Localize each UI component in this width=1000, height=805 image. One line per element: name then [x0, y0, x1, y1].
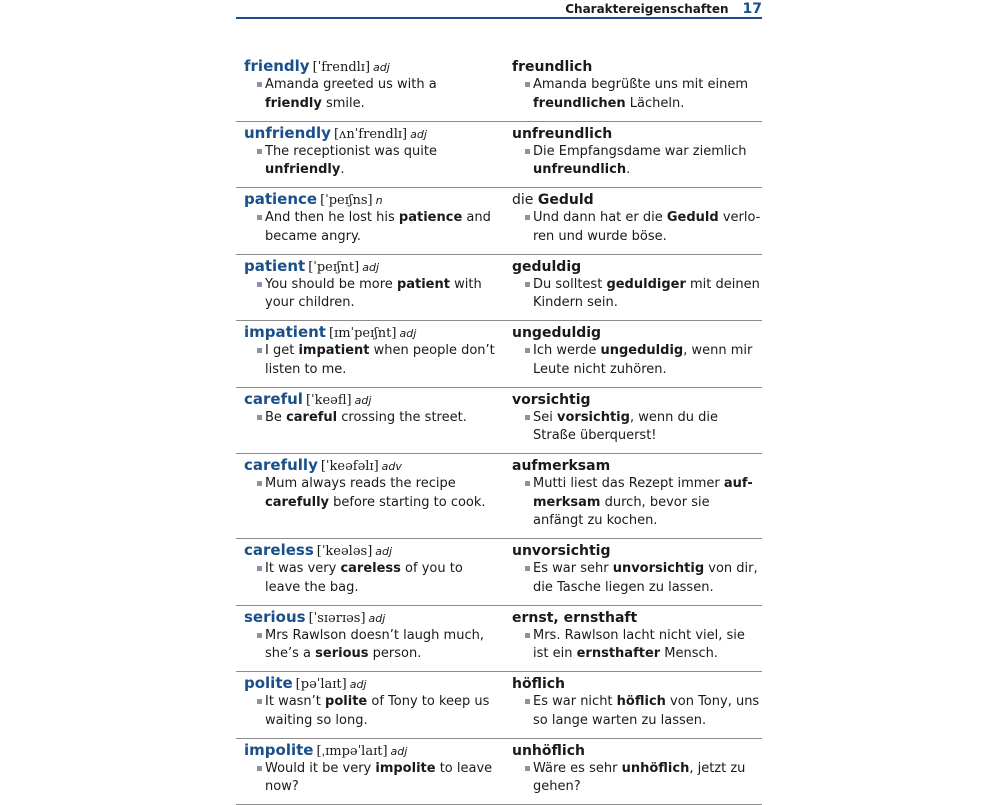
english-column: [236, 540, 496, 597]
example-text: Es war nicht: [533, 694, 617, 709]
german-example: [512, 209, 762, 246]
example-text: durch, bevor sie anfängt zu kochen.: [533, 495, 710, 529]
part-of-speech: adj: [355, 394, 372, 407]
part-of-speech: adj: [362, 261, 379, 274]
german-example: [512, 143, 762, 180]
translation: höflich: [512, 676, 565, 692]
headword-line: [244, 189, 496, 209]
pronunciation: [ˈfrendlɪ]: [313, 60, 370, 75]
entry-columns: [236, 188, 762, 246]
example-text: Du solltest: [533, 277, 606, 292]
headword: impatient: [244, 323, 326, 341]
highlighted-word: ernsthafter: [577, 646, 661, 661]
example-text: Mrs Rawlson doesn’t laugh much, she’s a: [265, 628, 484, 662]
translation-line: [512, 189, 762, 209]
bullet-icon: [525, 348, 530, 353]
headword-line: [244, 740, 496, 760]
headword-line: [244, 455, 496, 475]
highlighted-word: höflich: [617, 694, 666, 709]
pronunciation: [ˌɪmpəˈlaɪt]: [316, 744, 387, 759]
headword: careless: [244, 541, 314, 559]
headword: impolite: [244, 741, 313, 759]
german-column: [496, 189, 762, 246]
example-text: .: [340, 162, 344, 177]
example-text: and became angry.: [265, 210, 491, 244]
german-column: [496, 607, 762, 664]
bullet-icon: [525, 415, 530, 420]
part-of-speech: adj: [369, 612, 386, 625]
example-text: Mrs. Rawlson lacht nicht viel, sie ist ein: [533, 628, 745, 662]
english-column: [236, 455, 496, 531]
headword: careful: [244, 390, 303, 408]
translation-line: [512, 607, 762, 627]
example-text: Sei: [533, 410, 557, 425]
translation: unhöflich: [512, 743, 585, 759]
translation-line: [512, 740, 762, 760]
bullet-icon: [525, 82, 530, 87]
example-text: Wäre es sehr: [533, 761, 622, 776]
headword: friendly: [244, 57, 310, 75]
bullet-icon: [257, 699, 262, 704]
highlighted-word: unvorsichtig: [613, 561, 704, 576]
entry-columns: [236, 739, 762, 797]
headword: patient: [244, 257, 305, 275]
entry-careful: [236, 388, 762, 455]
bullet-icon: [257, 766, 262, 771]
translation: unfreundlich: [512, 126, 612, 142]
translation: ungeduldig: [512, 325, 601, 341]
english-example: [244, 276, 496, 313]
example-text: .: [626, 162, 630, 177]
translation: ernst: [512, 610, 553, 626]
german-column: [496, 740, 762, 797]
example-text: of you to leave the bag.: [265, 561, 463, 595]
english-example: [244, 209, 496, 246]
highlighted-word: unfreundlich: [533, 162, 626, 177]
headword-line: [244, 540, 496, 560]
german-example: [512, 475, 762, 531]
highlighted-word: impolite: [375, 761, 435, 776]
german-example: [512, 760, 762, 797]
headword-line: [244, 256, 496, 276]
example-text: You should be more: [265, 277, 397, 292]
german-column: [496, 322, 762, 379]
highlighted-word: unhöflich: [622, 761, 690, 776]
translation: freundlich: [512, 59, 592, 75]
pronunciation: [ˈsɪərɪəs]: [309, 611, 366, 626]
entry-patient: [236, 255, 762, 322]
highlighted-word: serious: [315, 646, 368, 661]
highlighted-word: polite: [325, 694, 367, 709]
part-of-speech: adv: [382, 460, 402, 473]
english-column: [236, 673, 496, 730]
english-column: [236, 56, 496, 113]
article: die: [512, 192, 538, 208]
bullet-icon: [257, 633, 262, 638]
german-example: [512, 409, 762, 446]
pronunciation: [ˈpeɪʃns]: [320, 193, 372, 208]
example-text: , jetzt zu gehen?: [533, 761, 745, 795]
highlighted-word: freundlichen: [533, 96, 626, 111]
entry-columns: [236, 255, 762, 313]
german-column: [496, 123, 762, 180]
example-text: person.: [369, 646, 422, 661]
entry-columns: [236, 606, 762, 664]
bullet-icon: [257, 149, 262, 154]
entry-patience: [236, 188, 762, 255]
example-text: , wenn mir Leute nicht zuhören.: [533, 343, 752, 377]
part-of-speech: adj: [399, 327, 416, 340]
english-column: [236, 322, 496, 379]
pronunciation: [ˈpeɪʃnt]: [308, 260, 359, 275]
highlighted-word: patience: [399, 210, 462, 225]
english-example: [244, 76, 496, 113]
highlighted-word: friendly: [265, 96, 322, 111]
highlighted-word: careful: [286, 410, 337, 425]
translation-line: [512, 123, 762, 143]
translation-line: [512, 540, 762, 560]
german-column: [496, 540, 762, 597]
english-column: [236, 256, 496, 313]
part-of-speech: adj: [391, 745, 408, 758]
entry-unfriendly: [236, 122, 762, 189]
english-example: [244, 760, 496, 797]
pronunciation: [pəˈlaɪt]: [296, 677, 347, 692]
german-example: [512, 693, 762, 730]
page-number: 17: [743, 1, 762, 17]
entry-friendly: [236, 55, 762, 122]
english-example: [244, 143, 496, 180]
example-text: , wenn du die Straße überquerst!: [533, 410, 718, 444]
entry-polite: [236, 672, 762, 739]
bullet-icon: [525, 149, 530, 154]
example-text: I get: [265, 343, 298, 358]
example-text: Would it be very: [265, 761, 375, 776]
part-of-speech: adj: [373, 61, 390, 74]
bullet-icon: [525, 766, 530, 771]
english-column: [236, 123, 496, 180]
translation-line: [512, 322, 762, 342]
german-column: [496, 256, 762, 313]
headword: patience: [244, 190, 317, 208]
highlighted-word: impatient: [298, 343, 369, 358]
example-text: Und dann hat er die: [533, 210, 667, 225]
example-text: Lächeln.: [626, 96, 685, 111]
english-column: [236, 740, 496, 797]
entry-carefully: [236, 454, 762, 539]
german-example: [512, 76, 762, 113]
german-example: [512, 627, 762, 664]
headword-line: [244, 673, 496, 693]
headword: serious: [244, 608, 306, 626]
translation-line: [512, 455, 762, 475]
part-of-speech: adj: [375, 545, 392, 558]
chapter-title: Charaktereigenschaften: [565, 2, 728, 16]
highlighted-word: Geduld: [667, 210, 719, 225]
headword-line: [244, 389, 496, 409]
entry-columns: [236, 321, 762, 379]
highlighted-word: vorsichtig: [557, 410, 630, 425]
german-example: [512, 560, 762, 597]
english-example: [244, 693, 496, 730]
highlighted-word: auf-merksam: [533, 476, 753, 510]
example-text: with your children.: [265, 277, 482, 311]
german-example: [512, 342, 762, 379]
english-example: [244, 409, 496, 428]
english-example: [244, 342, 496, 379]
english-column: [236, 389, 496, 446]
german-column: [496, 455, 762, 531]
bullet-icon: [525, 699, 530, 704]
translation-line: [512, 673, 762, 693]
bullet-icon: [257, 481, 262, 486]
headword: polite: [244, 674, 293, 692]
bullet-icon: [525, 282, 530, 287]
vocabulary-list: [236, 55, 762, 805]
example-text: It was very: [265, 561, 340, 576]
english-example: [244, 560, 496, 597]
bullet-icon: [257, 348, 262, 353]
highlighted-word: geduldiger: [606, 277, 685, 292]
example-text: Be: [265, 410, 286, 425]
german-example: [512, 276, 762, 313]
headword: unfriendly: [244, 124, 331, 142]
example-text: Amanda greeted us with a: [265, 77, 437, 92]
bullet-icon: [257, 415, 262, 420]
headword-line: [244, 607, 496, 627]
entry-impatient: [236, 321, 762, 388]
translation-extra: , ernsthaft: [553, 610, 637, 626]
bullet-icon: [257, 566, 262, 571]
bullet-icon: [525, 215, 530, 220]
part-of-speech: adj: [350, 678, 367, 691]
example-text: Mum always reads the recipe: [265, 476, 456, 491]
translation: Geduld: [538, 192, 594, 208]
translation: aufmerksam: [512, 458, 610, 474]
example-text: mit deinen Kindern sein.: [533, 277, 760, 311]
entry-columns: [236, 454, 762, 531]
pronunciation: [ʌnˈfrendlɪ]: [334, 127, 407, 142]
example-text: crossing the street.: [337, 410, 467, 425]
example-text: And then he lost his: [265, 210, 399, 225]
highlighted-word: unfriendly: [265, 162, 340, 177]
headword-line: [244, 322, 496, 342]
translation-line: [512, 389, 762, 409]
part-of-speech: n: [376, 194, 383, 207]
german-column: [496, 389, 762, 446]
pronunciation: [ˈkeəfl]: [306, 393, 352, 408]
highlighted-word: careless: [340, 561, 400, 576]
entry-columns: [236, 55, 762, 113]
entry-serious: [236, 606, 762, 673]
example-text: before starting to cook.: [329, 495, 486, 510]
example-text: verlo-ren und wurde böse.: [533, 210, 760, 244]
bullet-icon: [257, 82, 262, 87]
example-text: Es war sehr: [533, 561, 613, 576]
headword-line: [244, 56, 496, 76]
example-text: of Tony to keep us waiting so long.: [265, 694, 489, 728]
pronunciation: [ˈkeəfəlɪ]: [321, 459, 379, 474]
entry-columns: [236, 388, 762, 446]
pronunciation: [ˈkeələs]: [317, 544, 373, 559]
entry-impolite: [236, 739, 762, 805]
example-text: smile.: [322, 96, 365, 111]
english-column: [236, 607, 496, 664]
example-text: to leave now?: [265, 761, 492, 795]
translation-line: [512, 56, 762, 76]
entry-careless: [236, 539, 762, 606]
part-of-speech: adj: [410, 128, 427, 141]
page-header: [236, 0, 762, 19]
translation: unvorsichtig: [512, 543, 611, 559]
german-column: [496, 56, 762, 113]
highlighted-word: ungeduldig: [600, 343, 683, 358]
translation: vorsichtig: [512, 392, 591, 408]
entry-columns: [236, 672, 762, 730]
example-text: von dir, die Tasche liegen zu lassen.: [533, 561, 758, 595]
english-column: [236, 189, 496, 246]
bullet-icon: [257, 215, 262, 220]
bullet-icon: [257, 282, 262, 287]
highlighted-word: carefully: [265, 495, 329, 510]
example-text: Amanda begrüßte uns mit einem: [533, 77, 748, 92]
example-text: Mensch.: [660, 646, 718, 661]
translation-line: [512, 256, 762, 276]
english-example: [244, 475, 496, 512]
bullet-icon: [525, 566, 530, 571]
german-column: [496, 673, 762, 730]
example-text: The receptionist was quite: [265, 144, 437, 159]
bullet-icon: [525, 481, 530, 486]
headword-line: [244, 123, 496, 143]
english-example: [244, 627, 496, 664]
entry-columns: [236, 539, 762, 597]
entry-columns: [236, 122, 762, 180]
headword: carefully: [244, 456, 318, 474]
example-text: Die Empfangsdame war ziemlich: [533, 144, 746, 159]
translation: geduldig: [512, 259, 581, 275]
bullet-icon: [525, 633, 530, 638]
example-text: It wasn’t: [265, 694, 325, 709]
example-text: when people don’t listen to me.: [265, 343, 495, 377]
pronunciation: [ɪmˈpeɪʃnt]: [329, 326, 397, 341]
example-text: Mutti liest das Rezept immer: [533, 476, 724, 491]
example-text: Ich werde: [533, 343, 600, 358]
highlighted-word: patient: [397, 277, 450, 292]
example-text: von Tony, uns so lange warten zu lassen.: [533, 694, 759, 728]
